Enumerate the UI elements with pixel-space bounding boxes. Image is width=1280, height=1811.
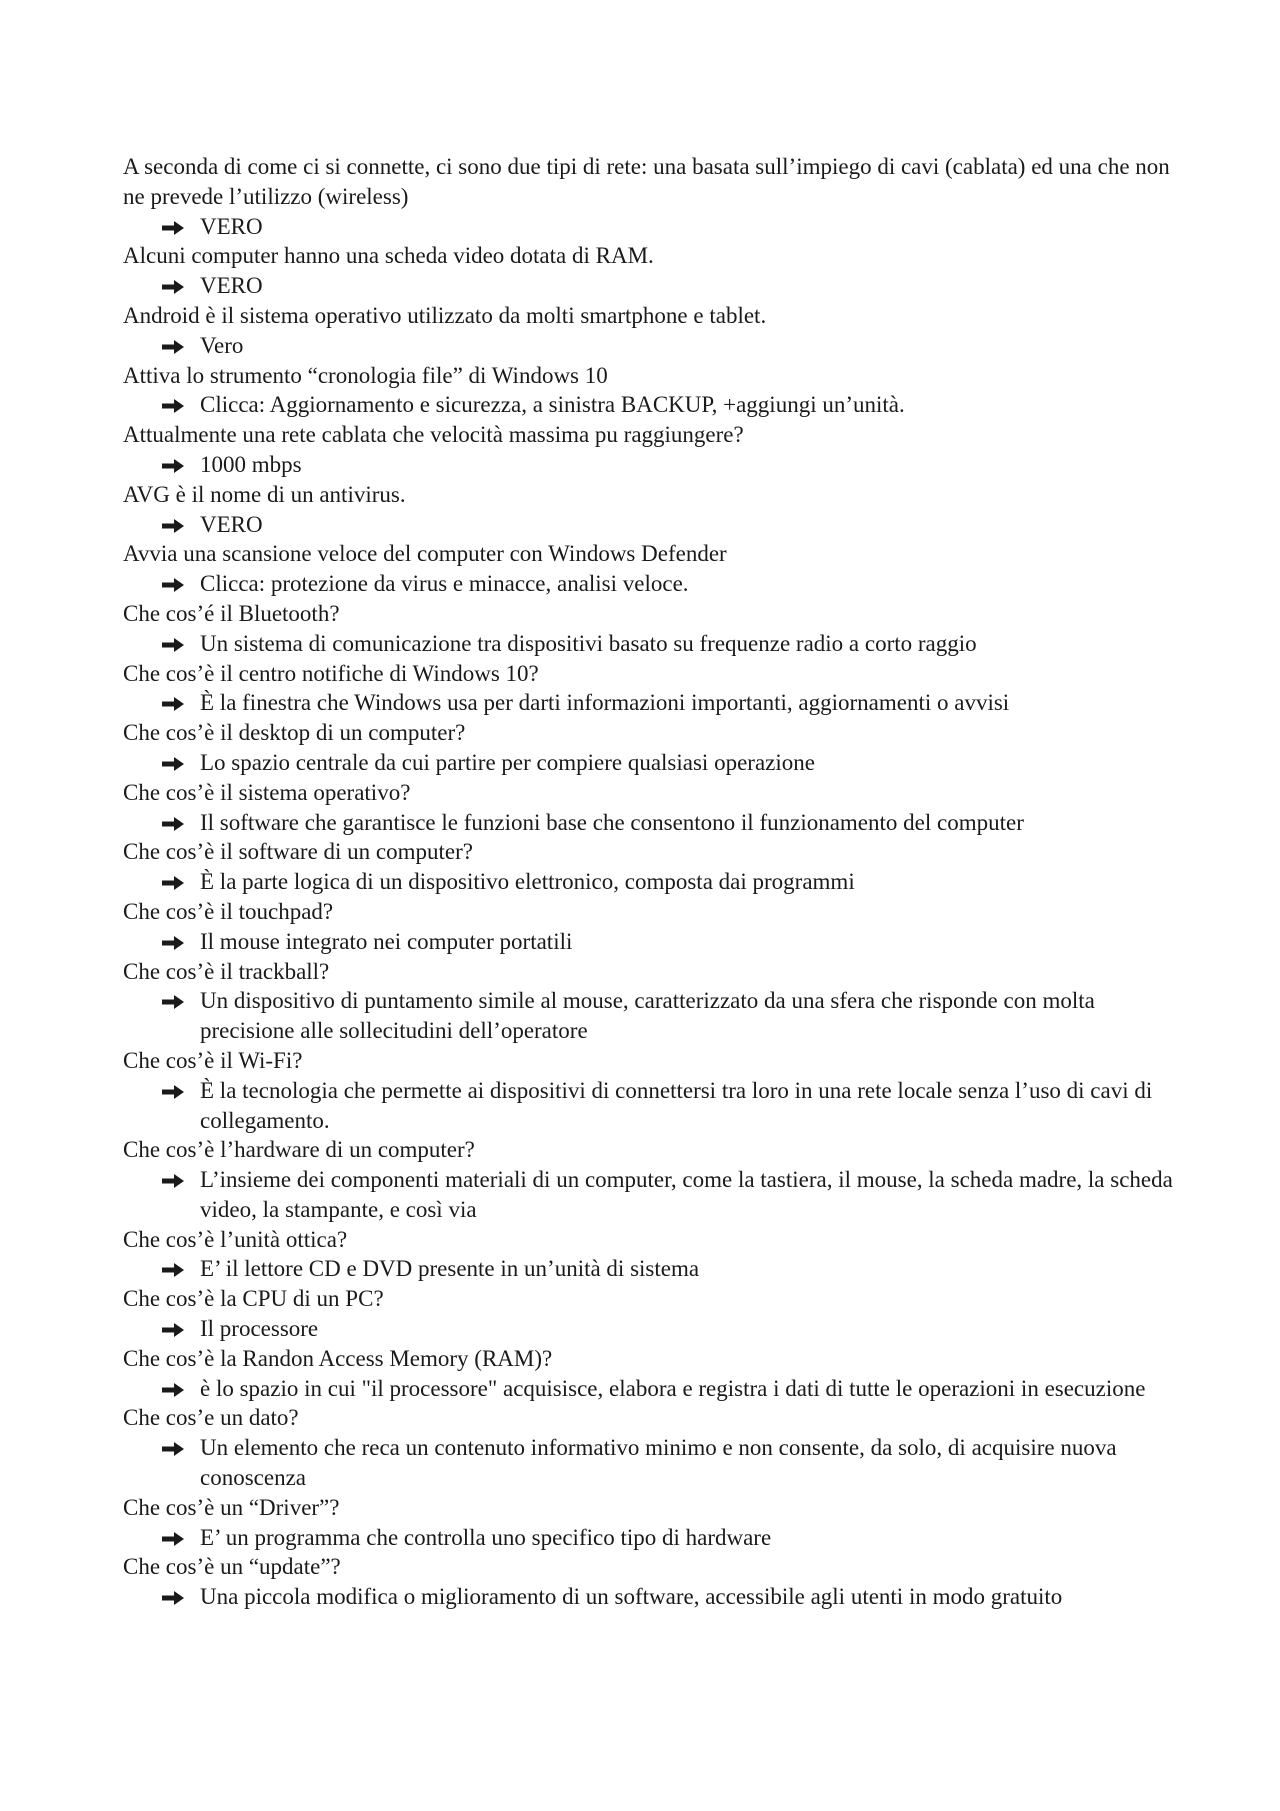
answer-text — [123, 1314, 1173, 1344]
answer-body: Un elemento che reca un contenuto informativo minimo e non consente, da solo, di acquisire nuova conoscenza — [200, 1435, 1117, 1491]
qa-item — [123, 897, 1173, 957]
qa-item — [123, 1403, 1173, 1492]
qa-item — [123, 599, 1173, 659]
question-text: Che cos’è un “update”? — [123, 1554, 341, 1580]
answer-body: VERO — [200, 511, 263, 537]
answer-text — [123, 1165, 1173, 1225]
answer-text — [123, 927, 1173, 957]
answer-body: VERO — [200, 213, 263, 239]
answer-body: E’ un programma che controlla uno specifico tipo di hardware — [200, 1524, 772, 1550]
arrow-bullet-icon — [161, 271, 191, 301]
question-text: Che cos’è il Wi-Fi? — [123, 1047, 303, 1073]
answer-body: è lo spazio in cui "il processore" acquisisce, elabora e registra i dati di tutte le operazioni in esecuzione — [200, 1375, 1146, 1401]
answer-body: 1000 mbps — [200, 451, 302, 477]
qa-item — [123, 1493, 1173, 1553]
question-text: Che cos’è il software di un computer? — [123, 839, 473, 865]
answer-text — [123, 390, 1173, 420]
question-text: Android è il sistema operativo utilizzato da molti smartphone e tablet. — [123, 302, 767, 328]
answer-text — [123, 1374, 1173, 1404]
arrow-bullet-icon — [161, 748, 191, 778]
answer-text — [123, 1433, 1173, 1493]
answer-body: Un sistema di comunicazione tra dispositivi basato su frequenze radio a corto raggio — [200, 630, 977, 656]
question-text: Che cos’è il sistema operativo? — [123, 779, 411, 805]
qa-item — [123, 957, 1173, 1046]
arrow-bullet-icon — [161, 331, 191, 361]
question-text: Che cos’è l’unità ottica? — [123, 1226, 348, 1252]
answer-text — [123, 569, 1173, 599]
qa-item — [123, 1046, 1173, 1135]
answer-body: È la parte logica di un dispositivo elettronico, composta dai programmi — [200, 869, 855, 895]
question-text: Che cos’è il desktop di un computer? — [123, 720, 466, 746]
arrow-bullet-icon — [161, 569, 191, 599]
answer-body: L’insieme dei componenti materiali di un computer, come la tastiera, il mouse, la scheda madre, la scheda video, la stampante, e così via — [200, 1167, 1173, 1222]
answer-text — [123, 1076, 1173, 1136]
qa-item — [123, 837, 1173, 897]
arrow-bullet-icon — [161, 986, 191, 1016]
answer-text — [123, 629, 1173, 659]
arrow-bullet-icon — [161, 688, 191, 718]
qa-item — [123, 241, 1173, 301]
arrow-bullet-icon — [161, 1582, 191, 1612]
answer-body: Lo spazio centrale da cui partire per compiere qualsiasi operazione — [200, 749, 815, 775]
arrow-bullet-icon — [161, 212, 191, 242]
answer-text — [123, 450, 1173, 480]
qa-item — [123, 778, 1173, 838]
document-page — [123, 152, 1173, 1612]
qa-item — [123, 1552, 1173, 1612]
arrow-bullet-icon — [161, 808, 191, 838]
question-text: Attiva lo strumento “cronologia file” di Windows 10 — [123, 362, 608, 388]
question-text: Alcuni computer hanno una scheda video dotata di RAM. — [123, 243, 654, 269]
answer-body: Un dispositivo di puntamento simile al mouse, caratterizzato da una sfera che risponde con molta precisione alle sollecitudini dell’operatore — [200, 988, 1095, 1044]
answer-text — [123, 867, 1173, 897]
question-text: Che cos’è un “Driver”? — [123, 1494, 340, 1520]
question-text: Avvia una scansione veloce del computer con Windows Defender — [123, 541, 727, 567]
qa-item — [123, 539, 1173, 599]
answer-body: Clicca: protezione da virus e minacce, analisi veloce. — [200, 571, 689, 597]
answer-text — [123, 748, 1173, 778]
arrow-bullet-icon — [161, 390, 191, 420]
qa-item — [123, 718, 1173, 778]
qa-item — [123, 480, 1173, 540]
question-text: A seconda di come ci si connette, ci sono due tipi di rete: una basata sull’impiego di cavi (cablata) ed una che non ne prevede l’utilizzo (wireless) — [123, 154, 1170, 209]
answer-text — [123, 331, 1173, 361]
answer-body: Una piccola modifica o miglioramento di un software, accessibile agli utenti in modo gratuito — [200, 1584, 1063, 1610]
arrow-bullet-icon — [161, 1314, 191, 1344]
arrow-bullet-icon — [161, 867, 191, 897]
answer-text — [123, 986, 1173, 1046]
answer-text — [123, 510, 1173, 540]
answer-body: Il mouse integrato nei computer portatili — [200, 928, 573, 954]
question-text: Che cos’è la Randon Access Memory (RAM)? — [123, 1345, 553, 1371]
arrow-bullet-icon — [161, 927, 191, 957]
answer-body: Vero — [200, 332, 244, 358]
answer-body: E’ il lettore CD e DVD presente in un’unità di sistema — [200, 1256, 700, 1282]
answer-text — [123, 271, 1173, 301]
answer-body: È la finestra che Windows usa per darti informazioni importanti, aggiornamenti o avvisi — [200, 690, 1010, 716]
arrow-bullet-icon — [161, 629, 191, 659]
question-text: Che cos’è la CPU di un PC? — [123, 1286, 384, 1312]
question-text: Che cos’e un dato? — [123, 1405, 299, 1431]
arrow-bullet-icon — [161, 1523, 191, 1553]
question-text: AVG è il nome di un antivirus. — [123, 481, 406, 507]
qa-item — [123, 1344, 1173, 1404]
answer-body: È la tecnologia che permette ai dispositivi di connettersi tra loro in una rete locale senza l’uso di cavi di collegamento. — [200, 1077, 1153, 1133]
answer-text — [123, 212, 1173, 242]
answer-text — [123, 1254, 1173, 1284]
arrow-bullet-icon — [161, 1076, 191, 1106]
arrow-bullet-icon — [161, 1433, 191, 1463]
answer-body: Il processore — [200, 1316, 319, 1342]
answer-body: VERO — [200, 273, 263, 299]
qa-item — [123, 659, 1173, 719]
answer-text — [123, 1582, 1173, 1612]
question-text: Che cos’è l’hardware di un computer? — [123, 1137, 475, 1163]
question-text: Che cos’è il trackball? — [123, 958, 330, 984]
arrow-bullet-icon — [161, 1254, 191, 1284]
qa-item — [123, 361, 1173, 421]
arrow-bullet-icon — [161, 510, 191, 540]
qa-item — [123, 1225, 1173, 1285]
qa-list — [123, 152, 1173, 1612]
question-text: Che cos’è il touchpad? — [123, 898, 334, 924]
question-text: Che cos’é il Bluetooth? — [123, 600, 340, 626]
answer-text — [123, 688, 1173, 718]
qa-item — [123, 152, 1173, 241]
answer-body: Il software che garantisce le funzioni base che consentono il funzionamento del computer — [200, 809, 1024, 835]
qa-item — [123, 301, 1173, 361]
question-text: Che cos’è il centro notifiche di Windows 10? — [123, 660, 539, 686]
qa-item — [123, 420, 1173, 480]
arrow-bullet-icon — [161, 1374, 191, 1404]
question-text: Attualmente una rete cablata che velocità massima pu raggiungere? — [123, 422, 744, 448]
arrow-bullet-icon — [161, 450, 191, 480]
qa-item — [123, 1135, 1173, 1224]
qa-item — [123, 1284, 1173, 1344]
arrow-bullet-icon — [161, 1165, 191, 1195]
answer-body: Clicca: Aggiornamento e sicurezza, a sinistra BACKUP, +aggiungi un’unità. — [200, 392, 905, 418]
answer-text — [123, 808, 1173, 838]
answer-text — [123, 1523, 1173, 1553]
